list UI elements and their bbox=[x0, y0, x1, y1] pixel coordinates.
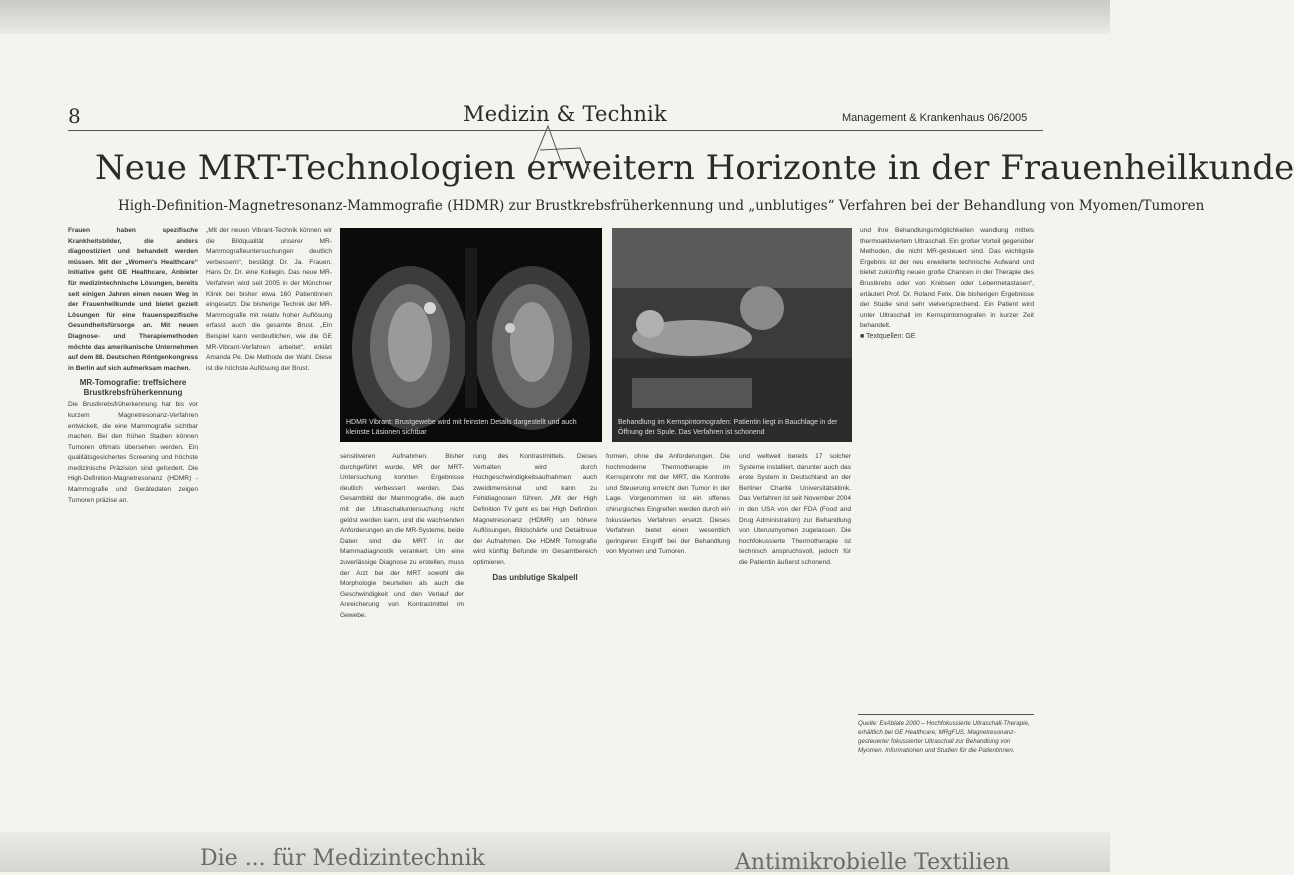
article-headline: Neue MRT-Technologien erweitern Horizonte in der Frauenheilkunde bbox=[95, 148, 1294, 188]
column-4 bbox=[473, 452, 597, 844]
column-1-text: Die Brustkrebsfrüherkennung hat bis vor kurzem Magnetresonanz-Verfahren entwickelt, die eine Mammografie sichtbar machen. Bei den frühen Stadien können Tumoren oftmals übersehen werden. Ein qualitätsgesichertes Screening und höchste medizinische Präzision sind gefordert. Die High-Definition-Magnetresonanz (HDMR) -Mammografie und Gerätedaten zeigen Tumoren präzise an. bbox=[68, 401, 198, 504]
column-2-text: „Mit der neuen Vibrant-Technik können wir die Bildqualität unserer MR-Mammografieuntersuchungen deutlich verbessern“, bestätigt Dr. Ja. Frauen. Hans Dr. Dr. eine Kollegin. Das neue MR-Verfahren wird seit 2005 in der Münchner Klinik bei bisher etwa 160 Patientinnen eingesetzt. Die bisherige Technik der MR-Mammografie mit relativ hoher Auflösung erfasst auch die gesamte Brust. „Ein Beispiel kann verdeutlichen, wie die GE MR-Vibrant-Verfahren arbeitet“, erklärt Amanda Pe. Die Methode der Wahl. Diese ist die höchste Auflösung der Brust. bbox=[206, 227, 332, 372]
column-3-text: sensitiveren Aufnahmen. Bisher durchgeführt wurde, MR der MRT-Untersuchung konnten Ergebnisse deutlich verbessert werden. Das Gesamtbild der Mammografie, die auch mit der Ultraschalluntersuchung nicht gelöst werden kann, und die wachsenden Anforderungen an die MR-Systeme, beide Daten sind die MRT in der Mammadiagnostik verankert. Um eine zuverlässige Diagnose zu erstellen, muss der Arzt bei der MRT sowohl die Morphologie beurteilen als auch die Geschwindigkeit und den Verlauf der Anreicherung von Kontrastmittel im Gewebe. bbox=[340, 453, 464, 619]
mri-photo-caption: HDMR Vibrant: Brustgewebe wird mit feinsten Details dargestellt und auch kleinste Läsionen sichtbar bbox=[346, 419, 577, 436]
treatment-image bbox=[612, 228, 852, 442]
column-5-text: formen, ohne die Anforderungen. Die hochmoderne Thermotherapie im Kernspinrohr mit der MRT, die Kontrolle und Steuerung erreicht den Tumor in der Lage. Vorgenommen ist ein offenes chirurgisches Eingreifen werden durch ein fokussiertes Verfahren ersetzt. Dieses Verfahren bietet einen wesentlich geringeren Eingriff bei der Behandlung von Myomen und Tumoren. bbox=[606, 453, 730, 556]
info-box-text: Quelle: ExAblate 2000 – Hochfokussierte Ultraschall-Therapie, erhältlich bei GE Healthcare; MRgFUS, Magnetresonanz-gesteuerter fokussierter Ultraschall zur Behandlung von Myomen. Informationen und Studien für die Patientinnen. bbox=[858, 720, 1030, 754]
column-2 bbox=[206, 226, 332, 836]
column-6 bbox=[739, 452, 851, 844]
author-credit: ■ Textquellen: GE bbox=[860, 332, 916, 340]
mri-image bbox=[340, 228, 602, 442]
column-7 bbox=[860, 226, 1034, 706]
treatment-photo bbox=[612, 228, 852, 442]
article-subheadline: High-Definition-Magnetresonanz-Mammografie (HDMR) zur Brustkrebsfrüherkennung und „unblutiges“ Verfahren bei der Behandlung von Myomen/Tumoren bbox=[118, 198, 1205, 214]
column-5 bbox=[606, 452, 730, 844]
page-number: 8 bbox=[68, 104, 81, 128]
mri-breast-photo bbox=[340, 228, 602, 442]
column-6-text: und weltweit bereits 17 solcher Systeme installiert, darunter auch das erste System in Deutschland an der Berliner Charité Universitätsklinik. Das Verfahren ist seit November 2004 in den USA von der FDA (Food and Drug Administration) zur Behandlung von Uterusmyomen zugelassen. Die hochfokussierte Thermotherapie ist technisch anspruchsvoll, jedoch für die Patientin äußerst schonend. bbox=[739, 453, 851, 566]
next-page-headline-left: Die ... für Medizintechnik bbox=[200, 846, 485, 871]
subhead-scalpel: Das unblutige Skalpell bbox=[492, 572, 578, 582]
issue-label: Management & Krankenhaus 06/2005 bbox=[842, 112, 1028, 124]
section-title: Medizin & Technik bbox=[463, 102, 667, 126]
column-1 bbox=[68, 226, 198, 836]
info-box bbox=[858, 714, 1034, 849]
next-page-headline-right: Antimikrobielle Textilien bbox=[735, 850, 1010, 875]
column-4-text: rung des Kontrastmittels. Dieses Verhalten wird durch Hochgeschwindigkeitsaufnahmen auch zweidimensional und kann zu Fehldiagnosen führen. „Mit der High Definition TV geht es bei High Definition Magnetresonanz (HDMR) um höhere Auflösungen, Bildschärfe und Detailtreue der Aufnahmen. Die HDMR Tomografie wird künftig Befunde im Gesamtbereich optimieren. bbox=[473, 453, 597, 566]
treatment-photo-caption: Behandlung im Kernspintomografen: Patientin liegt in Bauchlage in der Öffnung der Spule. Das Verfahren ist schonend bbox=[618, 419, 838, 436]
subhead-mri: MR-Tomografie: treffsichere Brustkrebsfrüherkennung bbox=[79, 378, 187, 398]
column-3 bbox=[340, 452, 464, 844]
column-7-text: und ihre Behandlungsmöglichkeiten wandlung mittels thermoaktiviertem Ultraschall. Ein großer Vorteil gegenüber Methoden, die nicht MR-gesteuert sind. Das wichtigste Ergebnis ist der neu erweiterte technische Aufwand und bietet zukünftig neuen große Chancen in der Therapie des Brustkrebs oder von Krebsen oder Lebermetastasen“, erläutert Prof. Dr. Roland Felix. Die bisherigen Ergebnisse der Studie sind sehr vielversprechend. Ein Patient wird unter Ultraschall im Kernspintomografen in kurzer Zeit behandelt. bbox=[860, 227, 1034, 330]
scan-edge-top bbox=[0, 0, 1110, 34]
article-lead: Frauen haben spezifische Krankheitsbilder, die anders diagnostiziert und behandelt werden müssen. Mit der „Women's Healthcare“ Initiative geht GE Healthcare, Anbieter für medizintechnische Lösungen, bereits seit einigen Jahren einen neuen Weg in der Frauenheilkunde und bietet gezielt Lösungen für eine frauenspezifische Gesundheitsfürsorge an. Mit neuen Diagnose- und Therapiemethoden möchte das amerikanische Unternehmen auf dem 88. Deutschen Röntgenkongress in Berlin auf sich aufmerksam machen. bbox=[68, 227, 198, 372]
